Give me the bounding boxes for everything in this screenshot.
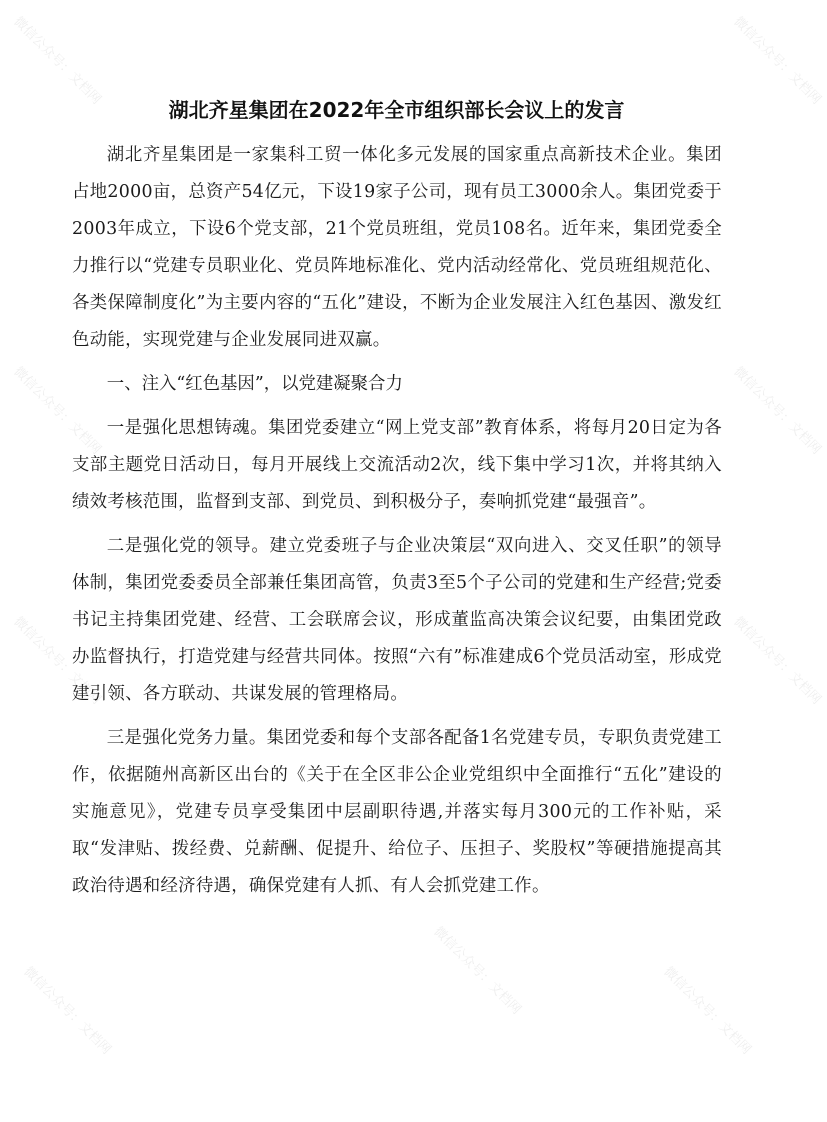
section-heading: 一、注入“红色基因”，以党建凝聚合力 [106,374,403,394]
watermark-text: 微信公众号：文档网 [430,924,524,1018]
watermark-text: 微信公众号：文档网 [10,614,104,708]
watermark-text: 微信公众号：文档网 [730,614,824,708]
watermark-text: 微信公众号：文档网 [730,14,824,108]
document-body [72,137,722,905]
watermark-text: 微信公众号：文档网 [660,964,754,1058]
paragraph-leadership: 二是强化党的领导。建立党委班子与企业决策层“双向进入、交叉任职”的领导体制，集团党委委员全部兼任集团高管，负责3至5个子公司的党建和生产经营;党委书记主持集团党建、经营、工会联席会议，形成董监高决策会议纪要，由集团党政办监督执行，打造党建与经营共同体。按照“六有”标准建成6个党员活动室，形成党建引领、各方联动、共谋发展的管理格局。 [72,536,722,704]
intro-paragraph: 湖北齐星集团是一家集科工贸一体化多元发展的国家重点高新技术企业。集团占地2000亩，总资产54亿元，下设19家子公司，现有员工3000余人。集团党委于2003年成立，下设6个党支部，21个党员班组，党员108名。近年来，集团党委全力推行以“党建专员职业化、党员阵地标准化、党内活动经常化、党员班组规范化、各类保障制度化”为主要内容的“五化”建设，不断为企业发展注入红色基因、激发红色动能，实现党建与企业发展同进双赢。 [72,145,722,350]
document-title: 湖北齐星集团在2022年全市组织部长会议上的发言 [168,98,625,122]
paragraph-thought: 一是强化思想铸魂。集团党委建立“网上党支部”教育体系，将每月20日定为各支部主题党日活动日，每月开展线上交流活动2次，线下集中学习1次，并将其纳入绩效考核范围，监督到支部、到党员、到积极分子，奏响抓党建“最强音”。 [72,418,722,512]
watermark-text: 微信公众号：文档网 [10,364,104,458]
watermark-text: 微信公众号：文档网 [20,964,114,1058]
watermark-text: 微信公众号：文档网 [10,14,104,108]
paragraph-staffing: 三是强化党务力量。集团党委和每个支部各配备1名党建专员，专职负责党建工作，依据随州高新区出台的《关于在全区非公企业党组织中全面推行“五化”建设的实施意见》，党建专员享受集团中层副职待遇,并落实每月300元的工作补贴，采取“发津贴、拨经费、兑薪酬、促提升、给位子、压担子、奖股权”等硬措施提高其政治待遇和经济待遇，确保党建有人抓、有人会抓党建工作。 [72,728,722,896]
watermark-text: 微信公众号：文档网 [730,364,824,458]
